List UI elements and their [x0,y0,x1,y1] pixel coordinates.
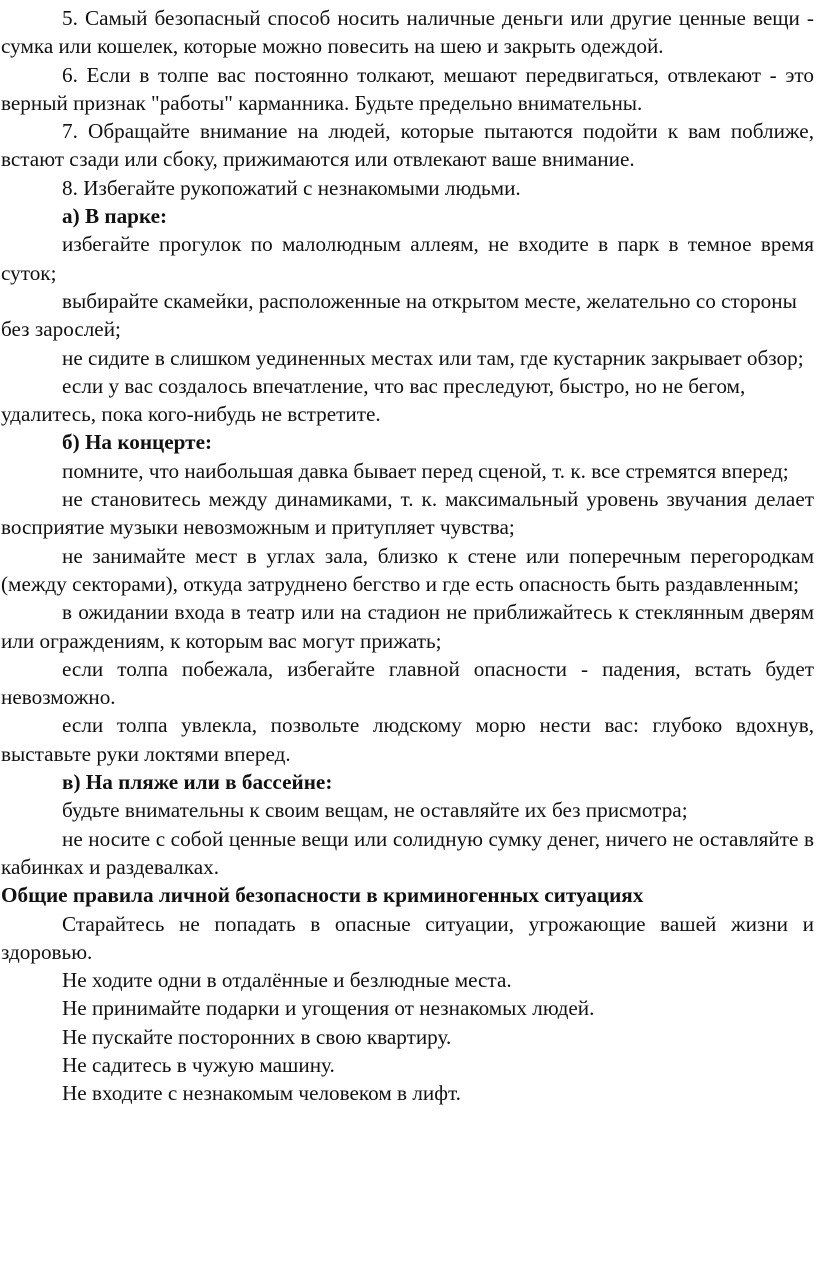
paragraph-rule-1: Старайтесь не попадать в опасные ситуации, угрожающие вашей жизни и здоровью. [1,911,814,964]
section-heading-general-rules: Общие правила личной безопасности в криминогенных ситуациях [1,883,644,908]
paragraph-rule-5: Не садитесь в чужую машину. [62,1052,335,1077]
subheading-concert: б) На концерте: [62,430,213,455]
paragraph-item-5: 5. Самый безопасный способ носить наличные деньги или другие ценные вещи - сумка или кошелек, которые можно повесить на шею и закрыть одеждой. [1,6,814,59]
subheading-beach: в) На пляже или в бассейне: [62,770,333,795]
paragraph-concert-5: если толпа побежала, избегайте главной опасности - падения, встать будет невозможно. [1,656,814,710]
paragraph-park-3: не сидите в слишком уединенных местах или там, где кустарник закрывает обзор; [62,345,804,370]
paragraph-item-6: 6. Если в толпе вас постоянно толкают, мешают передвигаться, отвлекают - это верный признак "работы" карманника. Будьте предельно внимательны. [1,62,814,115]
paragraph-rule-2: Не ходите одни в отдалённые и безлюдные места. [62,968,512,993]
paragraph-concert-6: если толпа увлекла, позвольте людскому морю нести вас: глубоко вдохнув, выставьте руки локтями вперед. [1,713,814,766]
paragraph-rule-3: Не принимайте подарки и угощения от незнакомых людей. [62,996,595,1021]
paragraph-park-2: выбирайте скамейки, расположенные на открытом месте, желательно со стороны без зарослей; [1,288,797,342]
paragraph-concert-1: помните, что наибольшая давка бывает перед сценой, т. к. все стремятся вперед; [62,458,789,483]
paragraph-rule-4: Не пускайте посторонних в свою квартиру. [62,1024,452,1049]
paragraph-concert-4: в ожидании входа в театр или на стадион не приближайтесь к стеклянным дверям или ограждениям, к которым вас могут прижать; [1,600,814,653]
paragraph-item-7: 7. Обращайте внимание на людей, которые пытаются подойти к вам поближе, встают сзади или сбоку, прижимаются или отвлекают ваше внимание. [1,119,814,172]
paragraph-beach-1: будьте внимательны к своим вещам, не оставляйте их без присмотра; [62,798,688,823]
paragraph-item-8: 8. Избегайте рукопожатий с незнакомыми людьми. [62,175,521,200]
paragraph-concert-2: не становитесь между динамиками, т. к. максимальный уровень звучания делает восприятие музыки невозможным и притупляет чувства; [1,487,814,540]
paragraph-beach-2: не носите с собой ценные вещи или солидную сумку денег, ничего не оставляйте в кабинках и раздевалках. [1,826,814,879]
paragraph-rule-6: Не входите с незнакомым человеком в лифт. [62,1081,461,1106]
subheading-park: а) В парке: [62,204,168,229]
paragraph-park-1: избегайте прогулок по малолюдным аллеям, не входите в парк в темное время суток; [1,232,814,285]
paragraph-concert-3: не занимайте мест в углах зала, близко к стене или поперечным перегородкам (между секторами), откуда затруднено бегство и где есть опасность быть раздавленным; [1,543,814,596]
paragraph-park-4: если у вас создалось впечатление, что вас преследуют, быстро, но не бегом, удалитесь, пока кого-нибудь не встретите. [1,373,746,427]
